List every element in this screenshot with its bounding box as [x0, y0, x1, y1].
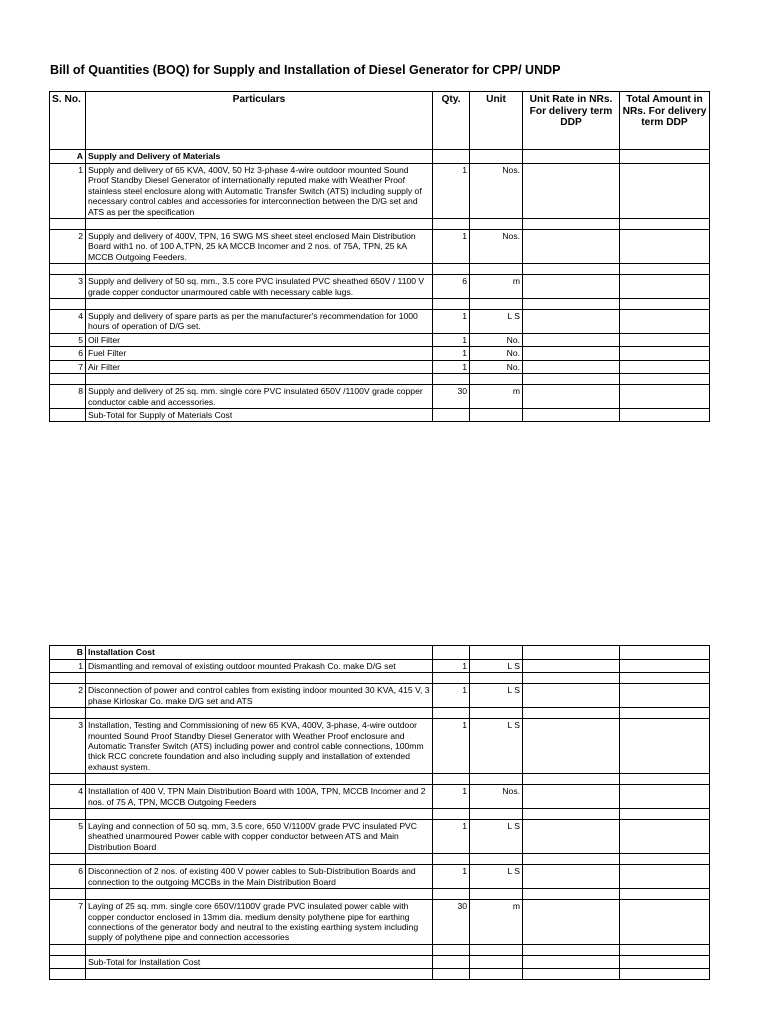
section-label: A — [50, 150, 86, 164]
item-total-amount — [620, 660, 710, 673]
item-total-amount — [620, 164, 710, 219]
table-row — [50, 347, 710, 360]
item-unit-rate — [523, 347, 620, 360]
spacer-row — [50, 219, 710, 230]
item-particulars: Supply and delivery of 50 sq. mm., 3.5 core PVC insulated PVC sheathed 650V / 1100 V grade copper conductor unarmoured cable with necessary cable lugs. — [86, 275, 433, 299]
item-unit: No. — [470, 347, 523, 360]
section-heading: Installation Cost — [86, 646, 433, 660]
item-total-amount — [620, 820, 710, 854]
item-total-amount — [620, 275, 710, 299]
item-unit: Nos. — [470, 785, 523, 809]
item-unit-rate — [523, 719, 620, 774]
item-sno: 2 — [50, 230, 86, 264]
document-title: Bill of Quantities (BOQ) for Supply and Installation of Diesel Generator for CPP/ UNDP — [50, 63, 561, 77]
item-qty: 30 — [433, 385, 470, 409]
table-row — [50, 164, 710, 219]
item-qty: 6 — [433, 275, 470, 299]
item-sno — [50, 408, 86, 421]
spacer-row — [50, 708, 710, 719]
item-unit-rate — [523, 785, 620, 809]
item-unit: No. — [470, 333, 523, 346]
table-row — [50, 360, 710, 373]
item-sno: 7 — [50, 360, 86, 373]
spacer-row — [50, 809, 710, 820]
item-unit-rate — [523, 275, 620, 299]
boq-table-supply — [49, 91, 710, 422]
item-particulars: Supply and delivery of 65 KVA, 400V, 50 Hz 3-phase 4-wire outdoor mounted Sound Proof Standby Diesel Generator of internationally reputed make with Weather Proof stainless steel enclosure along with Automatic Transfer Switch (ATS) including supply of necessary control cables and accessories for interconnection between the D/G set and ATS as per the specification — [86, 164, 433, 219]
item-total-amount — [620, 385, 710, 409]
item-particulars: Supply and delivery of 25 sq. mm. single core PVC insulated 650V /1100V grade copper conductor cable and accessories. — [86, 385, 433, 409]
item-qty: 1 — [433, 230, 470, 264]
item-qty: 30 — [433, 900, 470, 945]
item-unit: L S — [470, 719, 523, 774]
item-particulars: Supply and delivery of spare parts as per the manufacturer's recommendation for 1000 hours of operation of D/G set. — [86, 310, 433, 334]
item-qty: 1 — [433, 333, 470, 346]
item-unit: L S — [470, 684, 523, 708]
item-unit: Nos. — [470, 230, 523, 264]
item-unit: L S — [470, 310, 523, 334]
table-row — [50, 684, 710, 708]
item-qty: 1 — [433, 347, 470, 360]
item-total-amount — [620, 785, 710, 809]
item-particulars: Sub-Total for Installation Cost — [86, 955, 433, 968]
item-unit-rate — [523, 684, 620, 708]
item-sno: 2 — [50, 684, 86, 708]
table-row — [50, 955, 710, 968]
item-particulars: Disconnection of power and control cables from existing indoor mounted 30 KVA, 415 V, 3 phase Kirloskar Co. make D/G set and ATS — [86, 684, 433, 708]
section-heading-row — [50, 646, 710, 660]
table-header-row — [50, 92, 710, 150]
item-sno: 3 — [50, 719, 86, 774]
table-row — [50, 333, 710, 346]
section-label: B — [50, 646, 86, 660]
header-particulars: Particulars — [86, 92, 433, 150]
item-unit: Nos. — [470, 164, 523, 219]
item-sno: 5 — [50, 820, 86, 854]
item-particulars: Laying of 25 sq. mm. single core 650V/1100V grade PVC insulated power cable with copper conductor enclosed in 13mm dia. medium density polythene pipe for earthing connections of the generator body and neutral to the existing earthing system including supply of polythene pipe and connection accessories — [86, 900, 433, 945]
item-particulars: Dismantling and removal of existing outdoor mounted Prakash Co. make D/G set — [86, 660, 433, 673]
item-qty: 1 — [433, 719, 470, 774]
item-unit: m — [470, 900, 523, 945]
spacer-row — [50, 854, 710, 865]
item-qty — [433, 408, 470, 421]
item-unit — [470, 955, 523, 968]
item-unit: L S — [470, 660, 523, 673]
table-row — [50, 820, 710, 854]
item-particulars: Installation of 400 V, TPN Main Distribution Board with 100A, TPN, MCCB Incomer and 2 nos. of 75 A, TPN, MCCB Outgoing Feeders — [86, 785, 433, 809]
table-row — [50, 900, 710, 945]
header-unit-rate: Unit Rate in NRs. For delivery term DDP — [523, 92, 620, 150]
item-unit: No. — [470, 360, 523, 373]
item-total-amount — [620, 900, 710, 945]
item-qty: 1 — [433, 310, 470, 334]
item-total-amount — [620, 347, 710, 360]
item-qty: 1 — [433, 360, 470, 373]
table-row — [50, 660, 710, 673]
item-total-amount — [620, 684, 710, 708]
item-unit-rate — [523, 955, 620, 968]
header-unit: Unit — [470, 92, 523, 150]
boq-table-installation — [49, 645, 710, 980]
spacer-row — [50, 374, 710, 385]
item-sno: 4 — [50, 785, 86, 809]
table-row — [50, 275, 710, 299]
spacer-row — [50, 264, 710, 275]
item-particulars: Sub-Total for Supply of Materials Cost — [86, 408, 433, 421]
item-total-amount — [620, 719, 710, 774]
item-qty: 1 — [433, 785, 470, 809]
item-sno: 8 — [50, 385, 86, 409]
item-unit-rate — [523, 333, 620, 346]
item-total-amount — [620, 230, 710, 264]
table-row — [50, 865, 710, 889]
item-qty — [433, 955, 470, 968]
item-qty: 1 — [433, 164, 470, 219]
item-particulars: Laying and connection of 50 sq. mm, 3.5 core, 650 V/1100V grade PVC insulated PVC sheathed unarmoured Power cable with copper conductor between ATS and Main Distribution Board — [86, 820, 433, 854]
spacer-row — [50, 673, 710, 684]
item-unit: L S — [470, 865, 523, 889]
item-particulars: Oil Filter — [86, 333, 433, 346]
item-total-amount — [620, 408, 710, 421]
item-unit-rate — [523, 385, 620, 409]
table-row — [50, 310, 710, 334]
item-unit: L S — [470, 820, 523, 854]
table-row — [50, 408, 710, 421]
item-unit-rate — [523, 360, 620, 373]
spacer-row — [50, 944, 710, 955]
item-particulars: Installation, Testing and Commissioning of new 65 KVA, 400V, 3-phase, 4-wire outdoor mounted Sound Proof Standby Diesel Generator with Weather Proof enclosure and Automatic Transfer Switch (ATS) including power and control cable connections, 100mm thick RCC concrete foundation and also including supply and installation of extended exhaust system. — [86, 719, 433, 774]
item-sno: 6 — [50, 865, 86, 889]
section-heading: Supply and Delivery of Materials — [86, 150, 433, 164]
spacer-row — [50, 969, 710, 980]
item-unit-rate — [523, 660, 620, 673]
item-sno: 6 — [50, 347, 86, 360]
table-row — [50, 230, 710, 264]
item-unit-rate — [523, 820, 620, 854]
header-qty: Qty. — [433, 92, 470, 150]
item-particulars: Air Filter — [86, 360, 433, 373]
item-particulars: Supply and delivery of 400V, TPN, 16 SWG MS sheet steel enclosed Main Distribution Board with1 no. of 100 A,TPN, 25 kA MCCB Incomer and 2 nos. of 75A, TPN, 25 kA MCCB Outgoing Feeders. — [86, 230, 433, 264]
item-unit: m — [470, 275, 523, 299]
spacer-row — [50, 299, 710, 310]
item-unit-rate — [523, 230, 620, 264]
item-sno: 4 — [50, 310, 86, 334]
spacer-row — [50, 774, 710, 785]
item-total-amount — [620, 865, 710, 889]
item-unit-rate — [523, 865, 620, 889]
item-sno: 5 — [50, 333, 86, 346]
item-sno — [50, 955, 86, 968]
item-unit-rate — [523, 900, 620, 945]
table-row — [50, 719, 710, 774]
item-qty: 1 — [433, 865, 470, 889]
item-particulars: Fuel Filter — [86, 347, 433, 360]
header-total-amount: Total Amount in NRs. For delivery term DDP — [620, 92, 710, 150]
item-sno: 3 — [50, 275, 86, 299]
spacer-row — [50, 889, 710, 900]
item-total-amount — [620, 955, 710, 968]
item-total-amount — [620, 333, 710, 346]
item-sno: 1 — [50, 164, 86, 219]
table-row — [50, 385, 710, 409]
item-unit: m — [470, 385, 523, 409]
item-unit — [470, 408, 523, 421]
item-particulars: Disconnection of 2 nos. of existing 400 V power cables to Sub-Distribution Boards and connection to the outgoing MCCBs in the Main Distribution Board — [86, 865, 433, 889]
item-total-amount — [620, 310, 710, 334]
item-sno: 1 — [50, 660, 86, 673]
item-unit-rate — [523, 310, 620, 334]
table-row — [50, 785, 710, 809]
item-total-amount — [620, 360, 710, 373]
header-sno: S. No. — [50, 92, 86, 150]
item-unit-rate — [523, 408, 620, 421]
item-qty: 1 — [433, 820, 470, 854]
item-qty: 1 — [433, 684, 470, 708]
section-heading-row — [50, 150, 710, 164]
item-unit-rate — [523, 164, 620, 219]
item-sno: 7 — [50, 900, 86, 945]
item-qty: 1 — [433, 660, 470, 673]
